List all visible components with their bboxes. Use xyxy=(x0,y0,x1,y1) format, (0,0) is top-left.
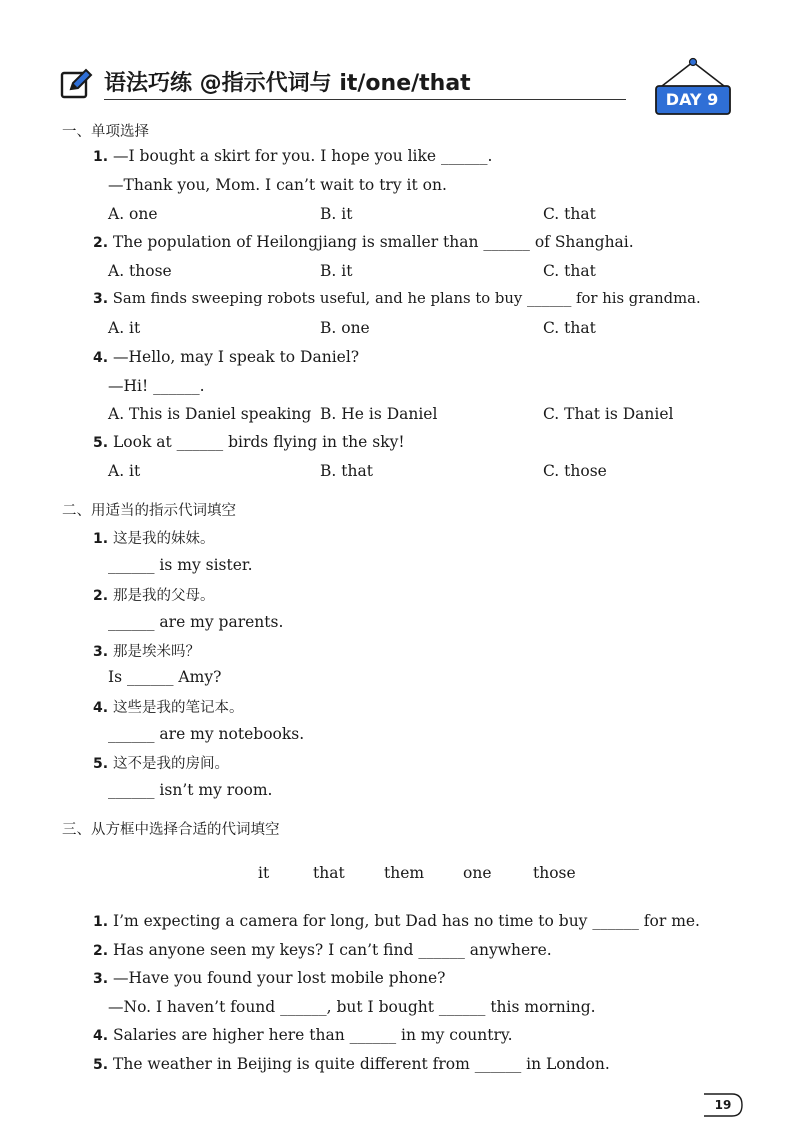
s1-q2-option-a: A. those xyxy=(108,262,172,280)
s2-q3-en: Is ______ Amy? xyxy=(108,668,222,686)
s1-q1-line1: 1. —I bought a skirt for you. I hope you like ______. xyxy=(93,147,493,165)
s1-q3-option-a: A. it xyxy=(108,319,141,337)
s1-q5-option-b: B. that xyxy=(320,462,373,480)
page-title: 语法巧练 @指示代词与 it/one/that xyxy=(104,71,471,96)
s1-q4-line2: —Hi! ______. xyxy=(108,377,205,395)
word-box-item: that xyxy=(313,864,345,882)
section-2-heading: 二、用适当的指示代词填空 xyxy=(62,503,236,519)
page-number: 19 xyxy=(714,1098,732,1112)
title-underline xyxy=(104,99,626,100)
s2-q2-cn: 2. 那是我的父母。 xyxy=(93,588,215,604)
s3-q5: 5. The weather in Beijing is quite different from ______ in London. xyxy=(93,1055,610,1073)
section-3-heading: 三、从方框中选择合适的代词填空 xyxy=(62,822,280,838)
pencil-edit-icon xyxy=(60,68,94,100)
s1-q1-line2: —Thank you, Mom. I can’t wait to try it on. xyxy=(108,176,447,194)
s2-q2-en: ______ are my parents. xyxy=(108,613,284,631)
s2-q5-cn: 5. 这不是我的房间。 xyxy=(93,756,229,772)
s2-q5-en: ______ isn’t my room. xyxy=(108,781,273,799)
word-box-item: those xyxy=(533,864,576,882)
s2-q1-cn: 1. 这是我的妹妹。 xyxy=(93,531,215,547)
s1-q1-option-c: C. that xyxy=(543,205,596,223)
s1-q5-line1: 5. Look at ______ birds flying in the sky! xyxy=(93,433,405,451)
word-box-item: one xyxy=(463,864,492,882)
s3-q2: 2. Has anyone seen my keys? I can’t find ______ anywhere. xyxy=(93,941,552,959)
s2-q1-en: ______ is my sister. xyxy=(108,556,253,574)
s1-q1-option-a: A. one xyxy=(108,205,158,223)
s1-q3-option-c: C. that xyxy=(543,319,596,337)
s1-q2-line1: 2. The population of Heilongjiang is smaller than ______ of Shanghai. xyxy=(93,233,634,251)
s1-q5-option-a: A. it xyxy=(108,462,141,480)
s1-q4-option-c: C. That is Daniel xyxy=(543,405,674,423)
s1-q2-option-b: B. it xyxy=(320,262,353,280)
s2-q4-cn: 4. 这些是我的笔记本。 xyxy=(93,700,244,716)
section-1-heading: 一、单项选择 xyxy=(62,124,149,140)
s1-q4-option-a: A. This is Daniel speaking xyxy=(108,405,312,423)
s2-q4-en: ______ are my notebooks. xyxy=(108,725,305,743)
word-box-item: them xyxy=(384,864,425,882)
s1-q2-option-c: C. that xyxy=(543,262,596,280)
day-badge-label: DAY 9 xyxy=(665,90,719,109)
s1-q4-option-b: B. He is Daniel xyxy=(320,405,438,423)
s1-q1-option-b: B. it xyxy=(320,205,353,223)
s1-q5-option-c: C. those xyxy=(543,462,607,480)
s3-q3-line1: 3. —Have you found your lost mobile phone? xyxy=(93,969,446,987)
s3-q4: 4. Salaries are higher here than ______ in my country. xyxy=(93,1026,513,1044)
s1-q4-line1: 4. —Hello, may I speak to Daniel? xyxy=(93,348,360,366)
s2-q3-cn: 3. 那是埃米吗？ xyxy=(93,644,200,660)
s3-q3-line2: —No. I haven’t found ______, but I bought ______ this morning. xyxy=(108,998,596,1016)
s1-q3-option-b: B. one xyxy=(320,319,370,337)
s1-q3-line1: 3. Sam finds sweeping robots useful, and he plans to buy ______ for his grandma. xyxy=(93,290,701,307)
word-box-item: it xyxy=(258,864,270,882)
s3-q1: 1. I’m expecting a camera for long, but Dad has no time to buy ______ for me. xyxy=(93,912,700,930)
